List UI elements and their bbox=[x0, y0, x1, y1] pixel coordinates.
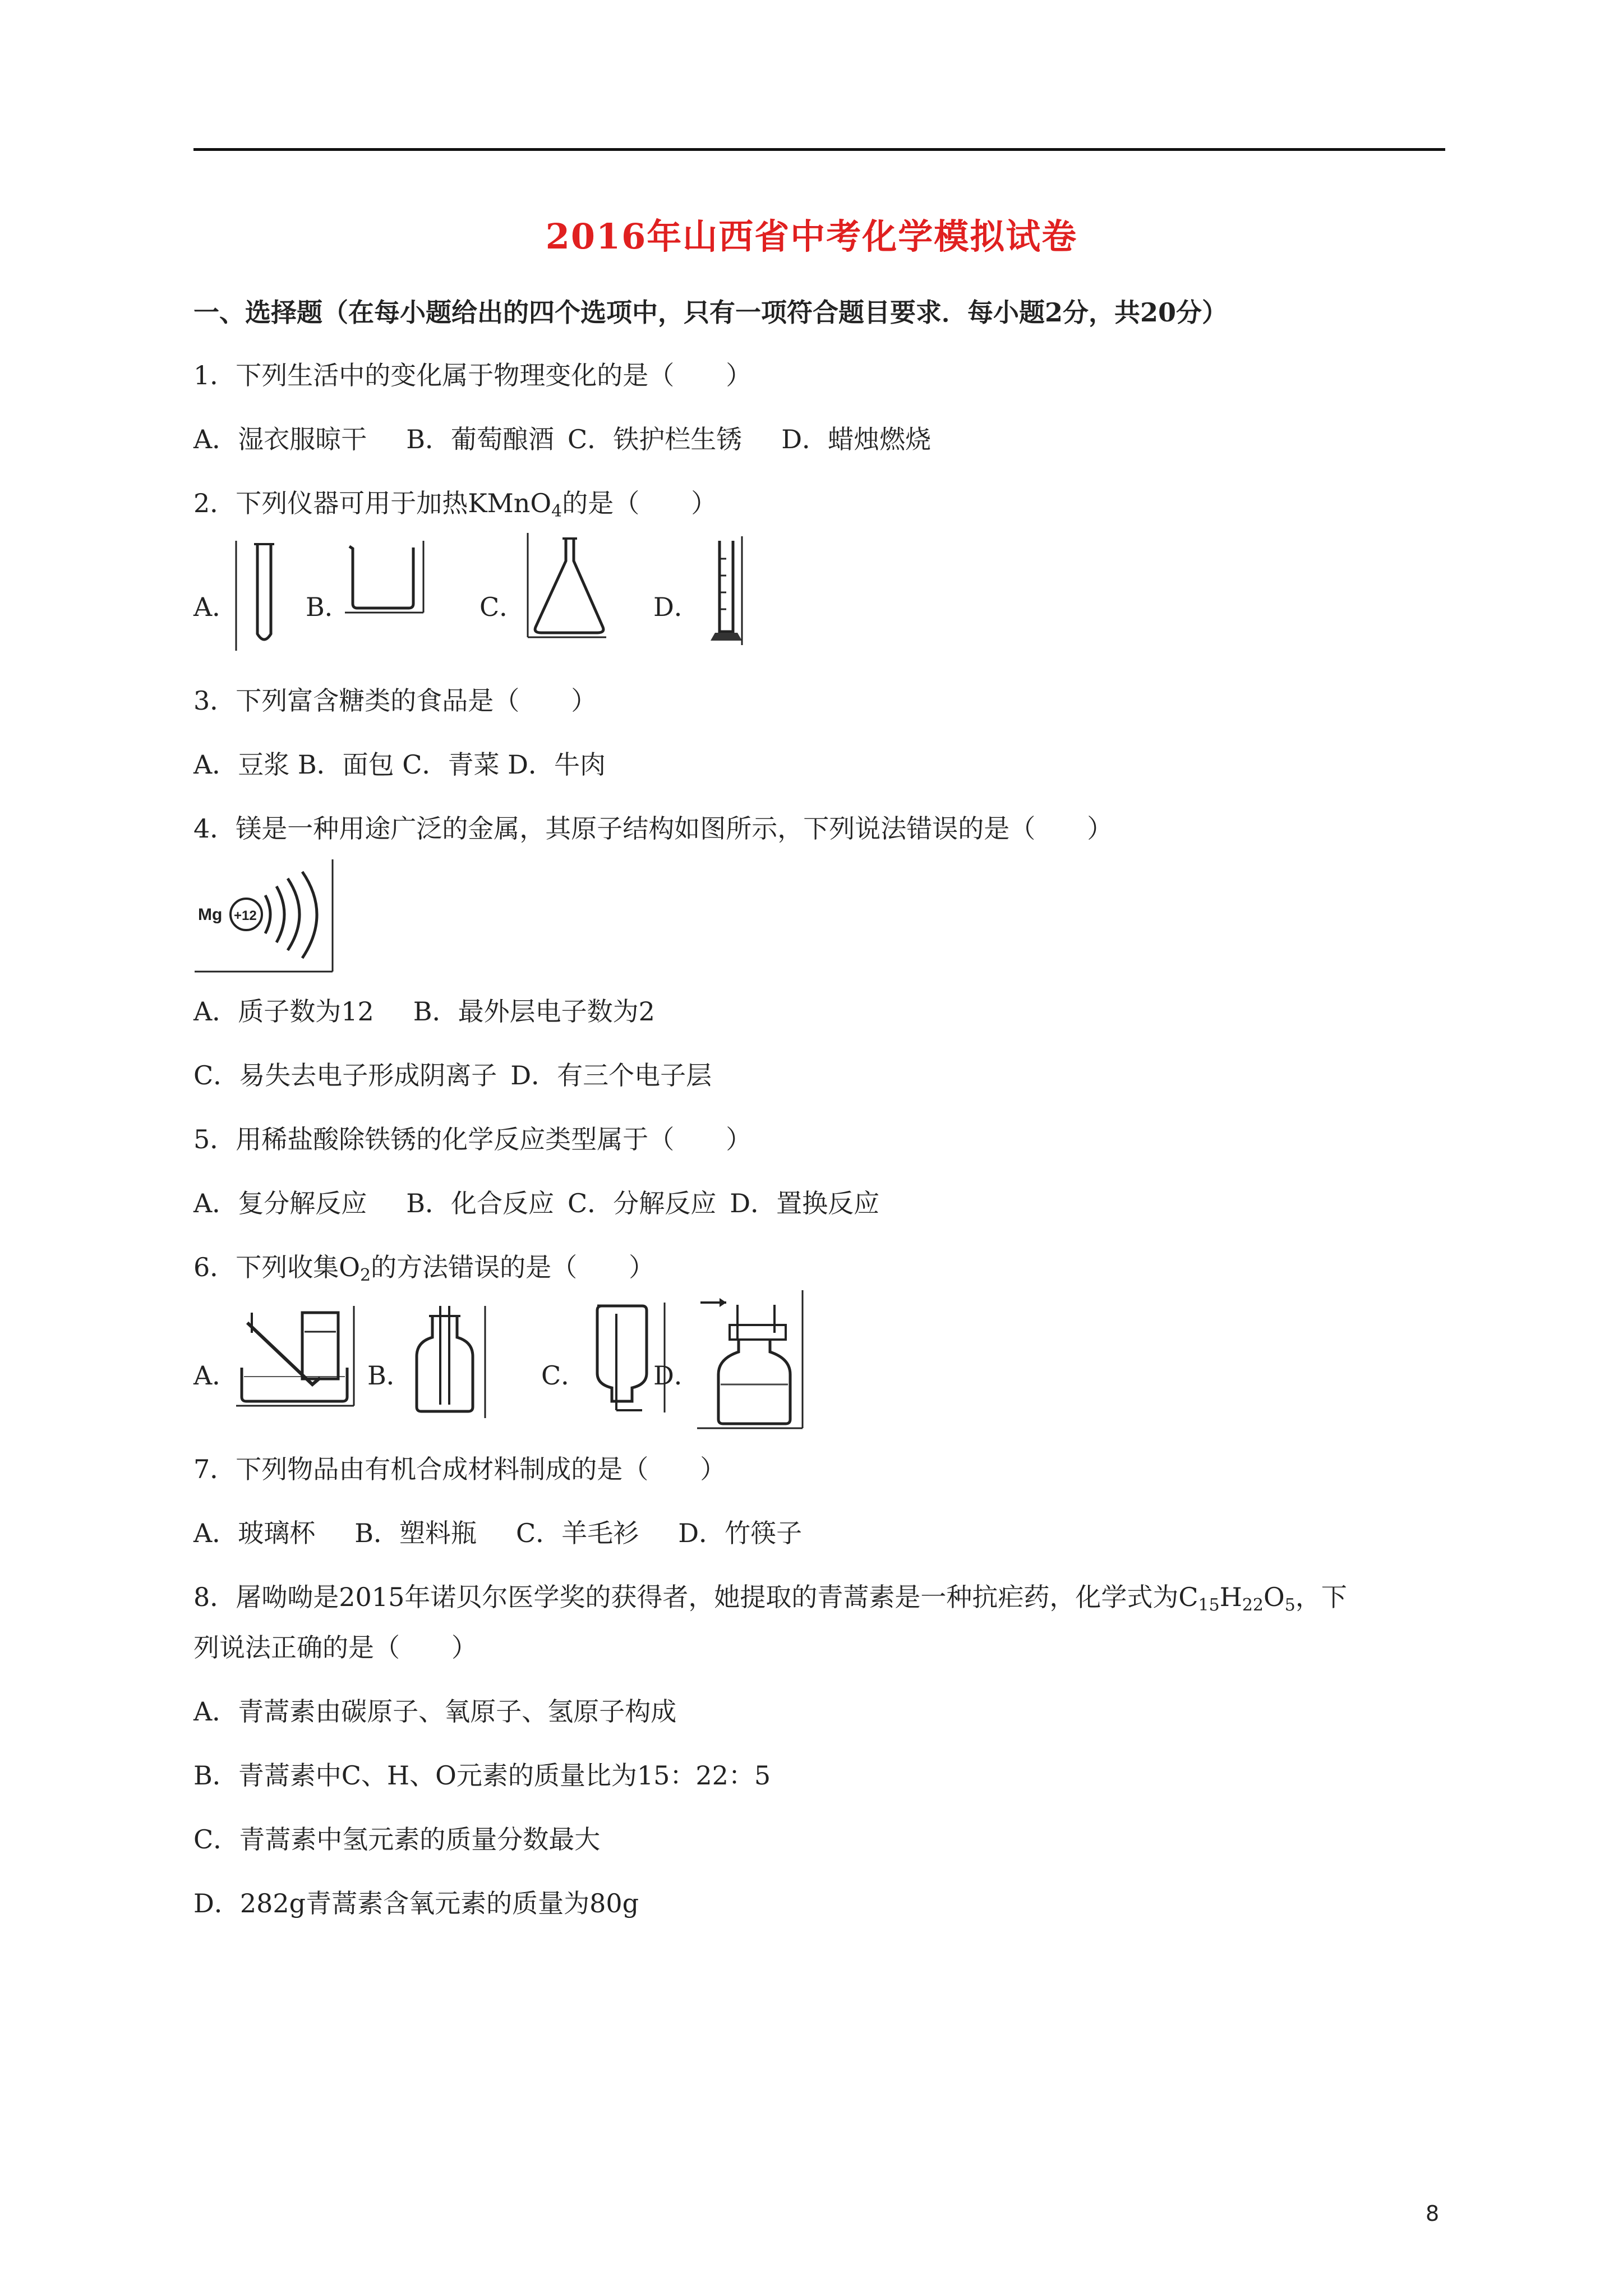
test-tube-icon bbox=[236, 540, 292, 652]
question-7-stem: 7．下列物品由有机合成材料制成的是（ ） bbox=[193, 1454, 726, 1484]
q7-option-d: D．竹筷子 bbox=[678, 1518, 803, 1548]
water-displacement-apparatus-icon bbox=[236, 1306, 359, 1407]
q1-option-a: A．湿衣服晾干 bbox=[193, 424, 367, 454]
question-7-options bbox=[193, 1518, 802, 1549]
q2-label-d: D． bbox=[653, 592, 700, 622]
q6-label-b: B． bbox=[367, 1360, 412, 1391]
q6-stem-text-end: 的方法错误的是（ ） bbox=[371, 1252, 655, 1282]
graduated-cylinder-icon bbox=[698, 536, 749, 646]
question-3-options: A．豆浆 B．面包 C．青菜 D．牛肉 bbox=[193, 749, 606, 780]
bottle-with-inlet-arrow-icon bbox=[696, 1290, 808, 1430]
question-2-stem bbox=[193, 488, 717, 519]
q8-stem-text-end: ，下 bbox=[1295, 1582, 1347, 1612]
q2-formula-subscript: 4 bbox=[551, 501, 562, 521]
q1-option-b: B．葡萄酿酒 bbox=[406, 424, 555, 454]
header-rule bbox=[193, 148, 1445, 151]
q7-option-a: A．玻璃杯 bbox=[193, 1518, 316, 1548]
q6-stem-text: 6．下列收集O bbox=[193, 1252, 360, 1282]
q6-label-a: A． bbox=[193, 1360, 238, 1391]
q2-formula: KMnO bbox=[468, 488, 552, 518]
q2-label-b: B． bbox=[306, 592, 351, 622]
q5-option-d: D．置换反应 bbox=[730, 1188, 880, 1218]
question-4-options-row2 bbox=[193, 1060, 712, 1091]
q4-option-c: C．易失去电子形成阴离子 bbox=[193, 1060, 497, 1091]
q5-option-a: A．复分解反应 bbox=[193, 1188, 367, 1218]
q7-option-c: C．羊毛衫 bbox=[516, 1518, 639, 1548]
q2-stem-text-end: 的是（ ） bbox=[562, 488, 717, 518]
question-4-options-row1 bbox=[193, 996, 655, 1027]
q4-option-b: B．最外层电子数为2 bbox=[413, 996, 655, 1027]
q8-subscript-h: 22 bbox=[1242, 1595, 1264, 1615]
q6-formula-subscript: 2 bbox=[359, 1266, 371, 1285]
question-3-stem: 3．下列富含糖类的食品是（ ） bbox=[193, 685, 597, 716]
q8-stem-text: 8．屠呦呦是2015年诺贝尔医学奖的获得者，她提取的青蒿素是一种抗疟药，化学式为C bbox=[193, 1582, 1198, 1612]
q8-option-c: C．青蒿素中氢元素的质量分数最大 bbox=[193, 1824, 601, 1855]
question-1-options bbox=[193, 424, 931, 455]
q8-formula-h: H bbox=[1219, 1582, 1242, 1612]
q2-label-c: C． bbox=[479, 592, 525, 622]
mg-nucleus-charge: +12 bbox=[234, 908, 257, 923]
question-5-options bbox=[193, 1188, 879, 1219]
page-title: 2016年山西省中考化学模拟试卷 bbox=[545, 216, 1078, 257]
q1-option-d: D．蜡烛燃烧 bbox=[781, 424, 932, 454]
question-4-stem: 4．镁是一种用途广泛的金属，其原子结构如图所示，下列说法错误的是（ ） bbox=[193, 813, 1113, 844]
conical-flask-icon bbox=[528, 533, 629, 639]
q8-option-d: D．282g青蒿素含氧元素的质量为80g bbox=[193, 1888, 639, 1918]
gas-bottle-upward-icon bbox=[407, 1306, 491, 1418]
q5-option-c: C．分解反应 bbox=[568, 1188, 717, 1218]
q4-option-a: A．质子数为12 bbox=[193, 996, 374, 1027]
q6-label-c: C． bbox=[541, 1360, 587, 1391]
question-8-stem bbox=[193, 1582, 1347, 1613]
q2-stem-text: 2．下列仪器可用于加热 bbox=[193, 488, 468, 518]
q2-label-a: A． bbox=[193, 592, 238, 622]
q5-option-b: B．化合反应 bbox=[406, 1188, 555, 1218]
q1-option-c: C．铁护栏生锈 bbox=[568, 424, 743, 454]
question-8-stem-line2: 列说法正确的是（ ） bbox=[193, 1632, 477, 1663]
q4-option-d: D．有三个电子层 bbox=[510, 1060, 712, 1091]
q6-label-d: D． bbox=[653, 1360, 700, 1391]
q8-option-b: B．青蒿素中C、H、O元素的质量比为15：22：5 bbox=[193, 1760, 771, 1791]
section-heading: 一、选择题（在每小题给出的四个选项中，只有一项符合题目要求．每小题2分，共20分） bbox=[193, 297, 1228, 328]
question-5-stem: 5．用稀盐酸除铁锈的化学反应类型属于（ ） bbox=[193, 1124, 752, 1154]
beaker-icon bbox=[345, 541, 435, 614]
q8-subscript-o: 5 bbox=[1284, 1595, 1295, 1615]
q8-formula-o: O bbox=[1264, 1582, 1285, 1612]
q8-option-a: A．青蒿素由碳原子、氧原子、氢原子构成 bbox=[193, 1696, 677, 1727]
question-6-stem bbox=[193, 1252, 654, 1283]
magnesium-atom-structure-diagram bbox=[193, 859, 334, 973]
q8-subscript-c: 15 bbox=[1198, 1595, 1220, 1615]
question-1-stem: 1．下列生活中的变化属于物理变化的是（ ） bbox=[193, 360, 752, 390]
mg-symbol: Mg bbox=[198, 905, 223, 924]
page-number: 8 bbox=[1426, 2201, 1440, 2226]
q7-option-b: B．塑料瓶 bbox=[354, 1518, 477, 1548]
